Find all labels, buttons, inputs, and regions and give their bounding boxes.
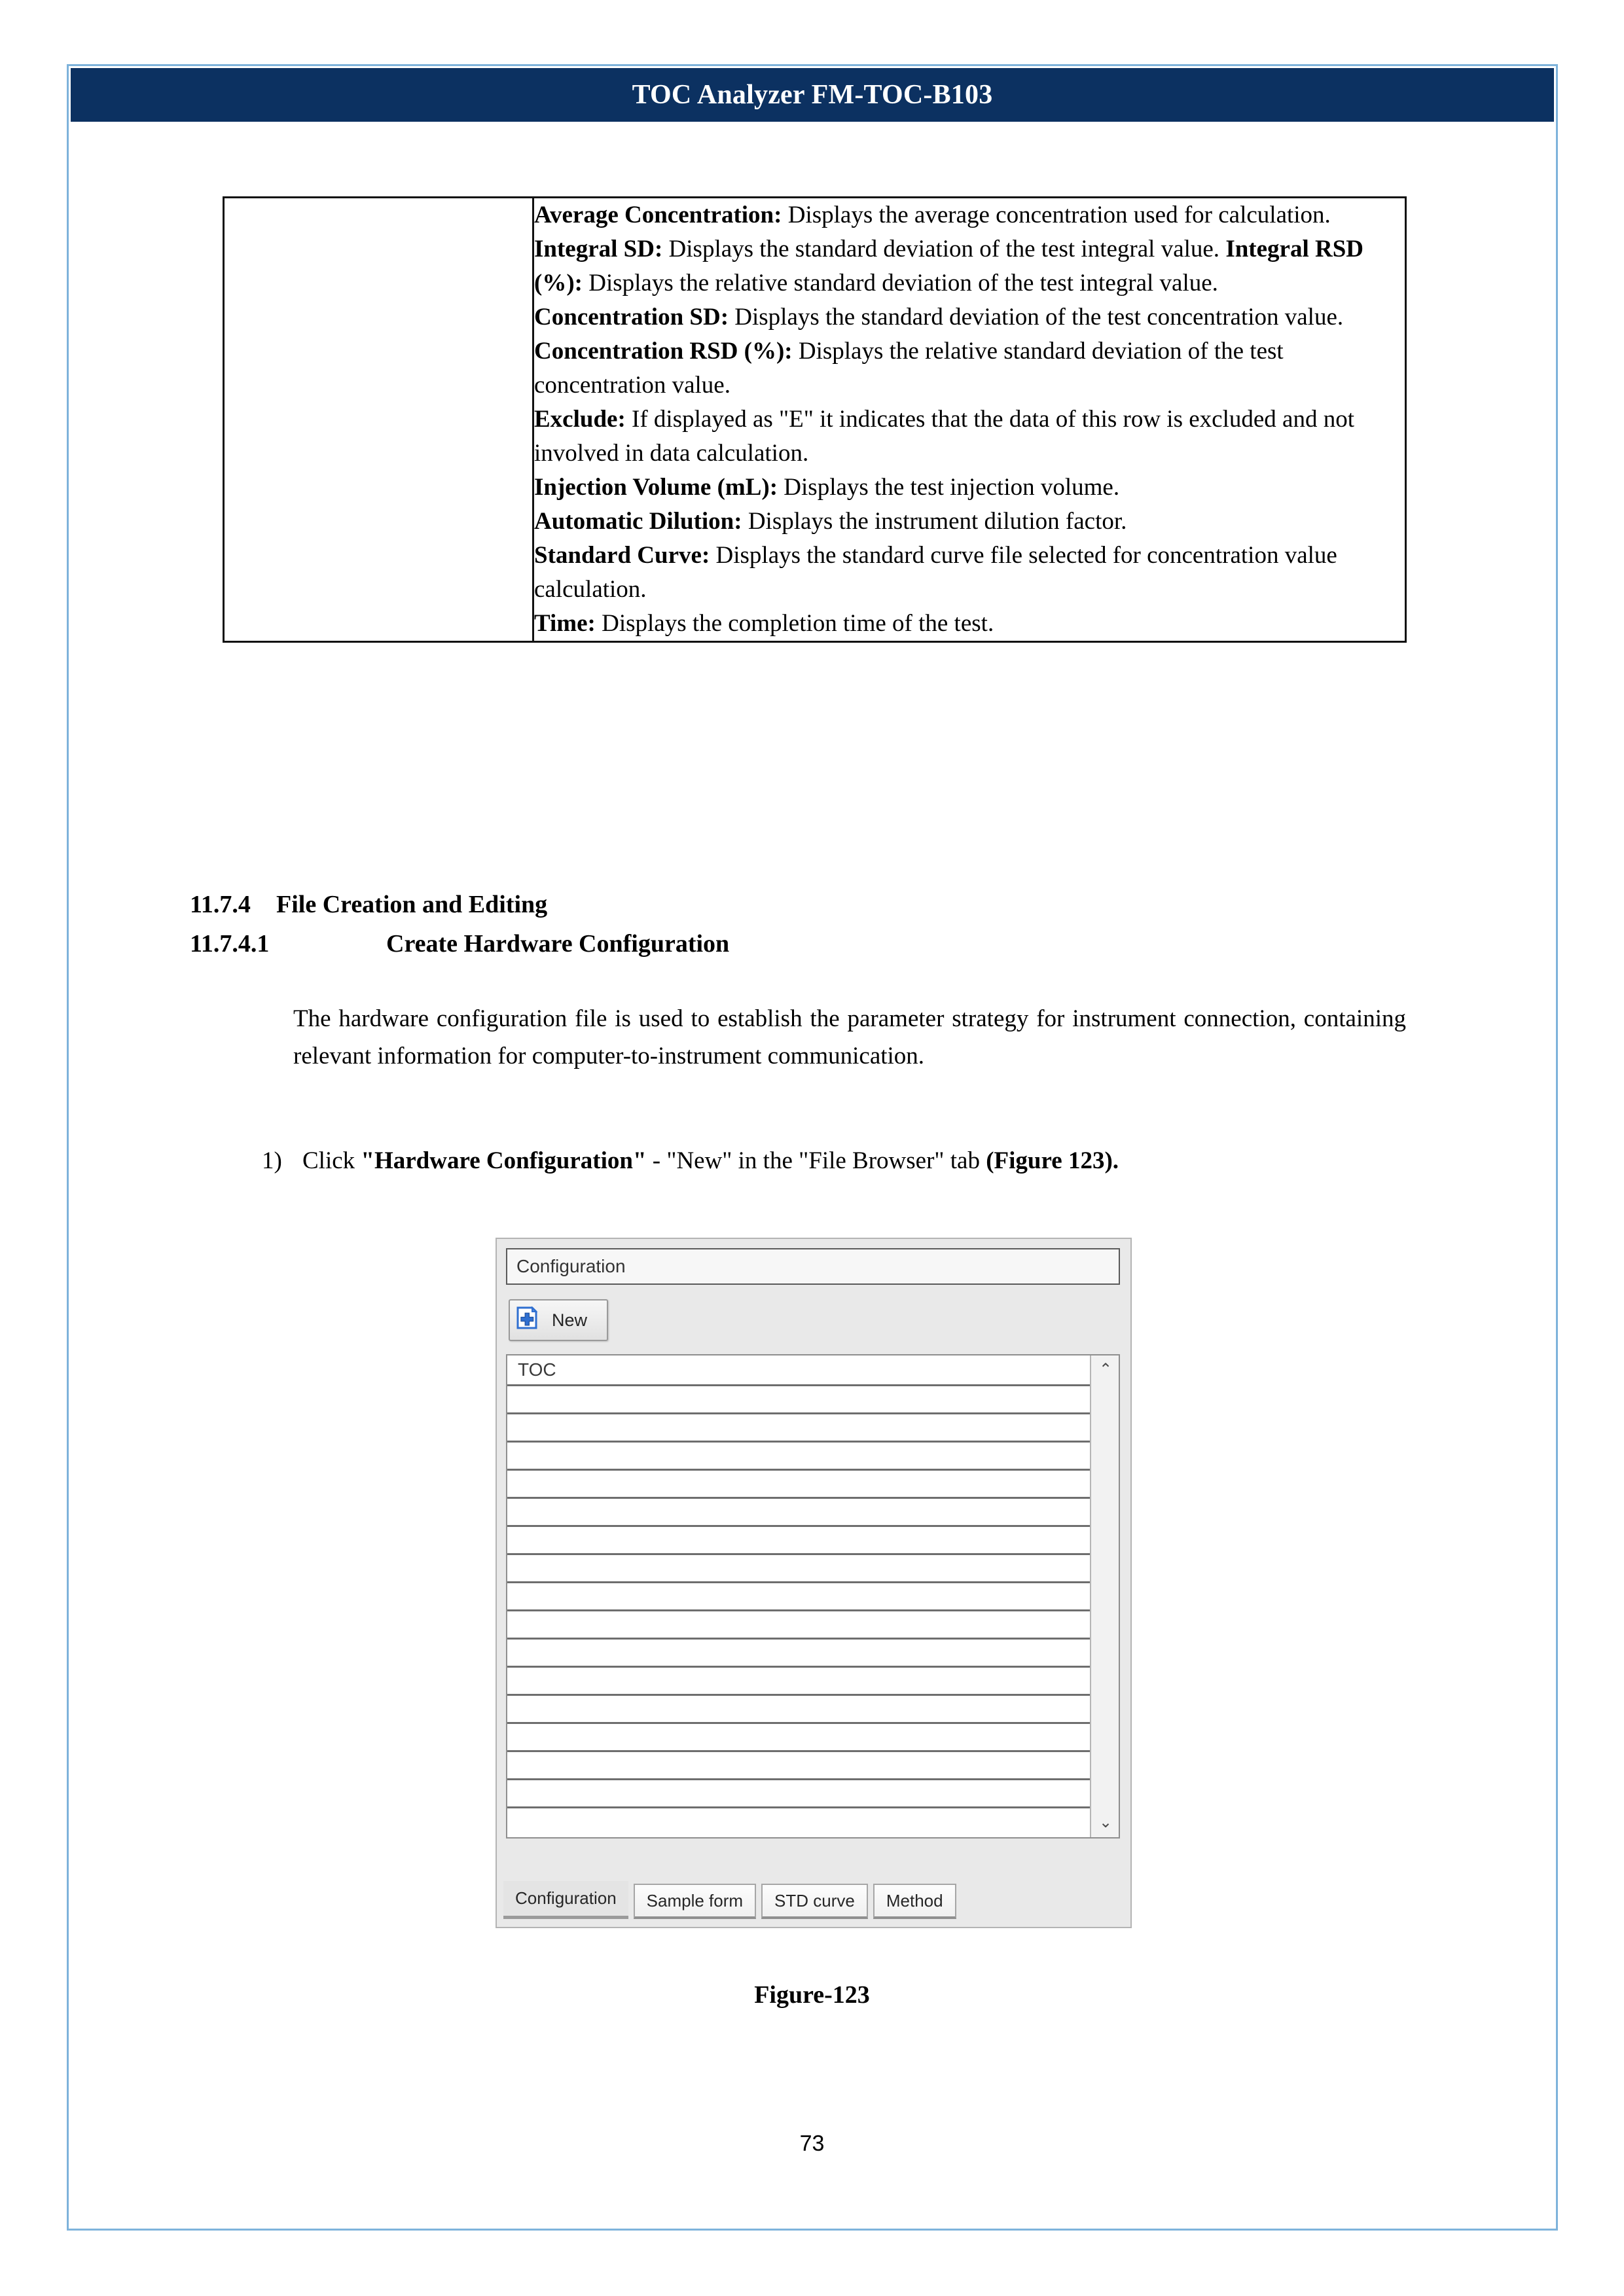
new-document-plus-icon	[515, 1306, 543, 1335]
section-title: File Creation and Editing	[276, 891, 548, 918]
figure-123-app-panel	[496, 1238, 1132, 1928]
desc-entry-time	[534, 607, 1405, 641]
list-item[interactable]	[507, 1611, 1090, 1640]
document-title: TOC Analyzer FM-TOC-B103	[632, 80, 993, 110]
list-item[interactable]	[507, 1724, 1090, 1752]
desc-injection-volume: Displays the test injection volume.	[778, 474, 1120, 501]
section-heading-11-7-4	[190, 890, 547, 919]
step-bold-hardware-configuration: "Hardware Configuration"	[361, 1147, 647, 1174]
step-text-lead: Click	[302, 1147, 361, 1174]
table-row	[224, 198, 1406, 642]
subsection-number: 11.7.4.1	[190, 930, 270, 958]
desc-entry-concentration-rsd	[534, 334, 1405, 403]
desc-standard-curve: Displays the standard curve file selected for concentration value calculation.	[534, 542, 1337, 603]
desc-entry-exclude	[534, 403, 1405, 471]
subsection-title: Create Hardware Configuration	[386, 930, 730, 958]
list-item[interactable]	[507, 1780, 1090, 1808]
step-bold-figure-ref: (Figure 123).	[986, 1147, 1119, 1174]
table-label-cell	[224, 198, 533, 642]
term-integral-sd: Integral SD:	[534, 236, 663, 262]
chevron-up-icon[interactable]: ⌃	[1098, 1361, 1113, 1378]
list-item[interactable]	[507, 1386, 1090, 1414]
configuration-list-rows	[507, 1355, 1090, 1837]
list-item[interactable]	[507, 1555, 1090, 1583]
tab-std-curve[interactable]: STD curve	[761, 1884, 868, 1919]
term-injection-volume: Injection Volume (mL):	[534, 474, 778, 501]
step-body	[302, 1142, 1407, 1179]
desc-time: Displays the completion time of the test.	[595, 610, 994, 637]
chevron-down-icon[interactable]: ⌄	[1098, 1814, 1113, 1831]
list-item[interactable]	[507, 1752, 1090, 1780]
term-automatic-dilution: Automatic Dilution:	[534, 508, 742, 535]
list-vertical-scrollbar[interactable]	[1090, 1355, 1119, 1837]
section-number: 11.7.4	[190, 891, 251, 918]
figure-caption: Figure-123	[754, 1981, 870, 2009]
desc-entry-automatic-dilution	[534, 505, 1405, 539]
list-item[interactable]	[507, 1583, 1090, 1611]
list-item[interactable]	[507, 1443, 1090, 1471]
step-item-1	[262, 1142, 1407, 1179]
page-number: 73	[799, 2131, 825, 2156]
configuration-field-value: Configuration	[516, 1256, 626, 1276]
desc-integral-rsd: Displays the relative standard deviation of the test integral value.	[582, 270, 1218, 296]
step-number: 1)	[262, 1147, 282, 1174]
tab-method[interactable]: Method	[873, 1884, 956, 1919]
term-average-concentration: Average Concentration:	[534, 202, 782, 228]
tab-sample-form[interactable]: Sample form	[634, 1884, 756, 1919]
configuration-field[interactable]	[506, 1248, 1120, 1285]
term-standard-curve: Standard Curve:	[534, 542, 710, 569]
step-text-mid: - "New" in the "File Browser" tab	[646, 1147, 986, 1174]
desc-automatic-dilution: Displays the instrument dilution factor.	[742, 508, 1127, 535]
term-concentration-rsd: Concentration RSD (%):	[534, 338, 793, 365]
list-item[interactable]	[507, 1527, 1090, 1555]
section-heading-11-7-4-1	[190, 929, 729, 958]
list-header-row	[507, 1355, 1090, 1386]
desc-exclude: If displayed as "E" it indicates that the data of this row is excluded and not involved in data calculation.	[534, 406, 1354, 467]
list-item[interactable]	[507, 1414, 1090, 1443]
configuration-list-box[interactable]	[506, 1354, 1120, 1839]
list-item[interactable]	[507, 1471, 1090, 1499]
desc-concentration-rsd: Displays the relative standard deviation of the test concentration value.	[534, 338, 1284, 399]
intro-paragraph: The hardware configuration file is used to establish the parameter strategy for instrument connection, containing relevant information for computer-to-instrument communication.	[293, 1005, 1406, 1069]
term-concentration-sd: Concentration SD:	[534, 304, 729, 331]
list-item[interactable]	[507, 1640, 1090, 1668]
desc-average-concentration: Displays the average concentration used for calculation.	[782, 202, 1331, 228]
list-item[interactable]	[507, 1696, 1090, 1724]
desc-entry-average-concentration	[534, 198, 1405, 232]
desc-entry-injection-volume	[534, 471, 1405, 505]
term-time: Time:	[534, 610, 596, 637]
desc-entry-integral-sd	[534, 232, 1405, 300]
figure-tab-bar	[503, 1877, 1125, 1919]
list-item[interactable]	[507, 1499, 1090, 1527]
desc-concentration-sd: Displays the standard deviation of the test concentration value.	[729, 304, 1344, 331]
table-description-cell	[533, 198, 1406, 642]
field-description-table	[223, 196, 1407, 643]
term-integral-rsd: Integral RSD (%):	[534, 236, 1364, 296]
new-button[interactable]	[509, 1299, 608, 1341]
desc-integral-sd: Displays the standard deviation of the test integral value.	[662, 236, 1226, 262]
desc-entry-concentration-sd	[534, 300, 1405, 334]
desc-entry-standard-curve	[534, 539, 1405, 607]
list-item[interactable]	[507, 1668, 1090, 1696]
term-exclude: Exclude:	[534, 406, 626, 433]
tab-configuration[interactable]: Configuration	[503, 1881, 628, 1919]
list-header-label: TOC	[518, 1359, 556, 1380]
new-button-label: New	[552, 1310, 588, 1330]
